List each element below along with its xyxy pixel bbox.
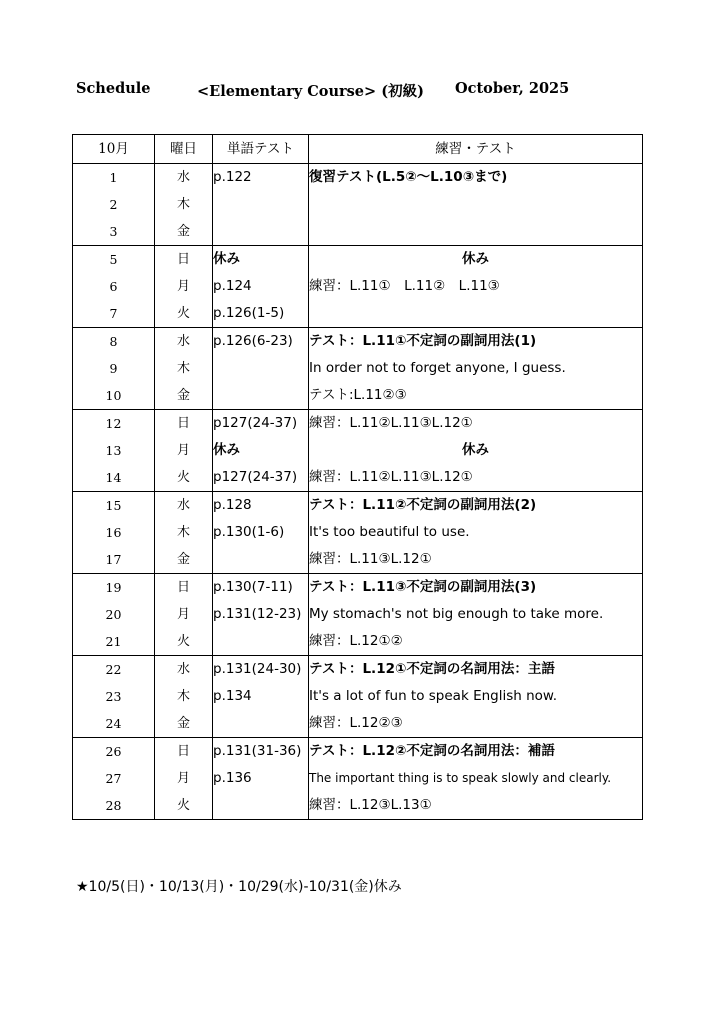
weekday-cell: 火 [155,792,213,820]
practice-cell: テスト：L.11③不定詞の副詞用法(3) [309,574,643,602]
practice-cell: 練習：L.12②③ [309,710,643,738]
weekday-cell: 金 [155,710,213,738]
date-cell: 6 [73,273,155,300]
vocab-test-cell [213,546,309,574]
vocab-test-cell [213,191,309,218]
practice-cell: 練習：L.11③L.12① [309,546,643,574]
date-cell: 19 [73,574,155,602]
date-cell: 7 [73,300,155,328]
table-row [73,437,643,464]
table-row [73,792,643,820]
date-cell: 23 [73,683,155,710]
table-row [73,656,643,684]
table-row [73,574,643,602]
date-cell: 20 [73,601,155,628]
practice-cell: テスト：L.12②不定詞の名詞用法：補語 [309,738,643,766]
vocab-test-cell: p127(24-37) [213,410,309,438]
vocab-test-cell [213,355,309,382]
table-row [73,328,643,356]
practice-cell: 休み [309,246,643,274]
weekday-cell: 金 [155,218,213,246]
vocab-test-cell: p127(24-37) [213,464,309,492]
practice-cell [309,191,643,218]
date-cell: 1 [73,164,155,192]
date-cell: 28 [73,792,155,820]
date-cell: 16 [73,519,155,546]
weekday-cell: 木 [155,191,213,218]
weekday-cell: 月 [155,601,213,628]
vocab-test-cell: p.134 [213,683,309,710]
schedule-month: October, 2025 [455,80,570,97]
practice-cell: It's a lot of fun to speak English now. [309,683,643,710]
weekday-cell: 月 [155,765,213,792]
vocab-test-cell [213,628,309,656]
table-row [73,355,643,382]
page-header [0,80,720,104]
vocab-test-cell [213,218,309,246]
vocab-test-cell: 休み [213,246,309,274]
date-cell: 9 [73,355,155,382]
col-header-weekday: 曜日 [155,135,213,164]
weekday-cell: 月 [155,437,213,464]
table-row [73,492,643,520]
vocab-test-cell: p.130(7-11) [213,574,309,602]
weekday-cell: 日 [155,246,213,274]
table-row [73,382,643,410]
vocab-test-cell [213,792,309,820]
course-title: <Elementary Course> (初級) [197,83,424,100]
vocab-test-cell: 休み [213,437,309,464]
weekday-cell: 水 [155,656,213,684]
weekday-cell: 水 [155,492,213,520]
date-cell: 26 [73,738,155,766]
date-cell: 22 [73,656,155,684]
date-cell: 27 [73,765,155,792]
practice-cell: 練習：L.11① L.11② L.11③ [309,273,643,300]
practice-cell: 練習：L.11②L.11③L.12① [309,410,643,438]
weekday-cell: 水 [155,328,213,356]
table-header-row [73,135,643,164]
vocab-test-cell [213,382,309,410]
weekday-cell: 金 [155,382,213,410]
table-row [73,546,643,574]
table-row [73,519,643,546]
practice-cell: In order not to forget anyone, I guess. [309,355,643,382]
vocab-test-cell: p.131(12-23) [213,601,309,628]
vocab-test-cell: p.126(6-23) [213,328,309,356]
table-row [73,765,643,792]
table-row [73,273,643,300]
date-cell: 2 [73,191,155,218]
table-row [73,300,643,328]
vocab-test-cell: p.136 [213,765,309,792]
table-row [73,410,643,438]
practice-cell [309,218,643,246]
table-row [73,601,643,628]
practice-cell: テスト：L.12①不定詞の名詞用法：主語 [309,656,643,684]
date-cell: 5 [73,246,155,274]
date-cell: 14 [73,464,155,492]
practice-cell [309,300,643,328]
practice-cell: It's too beautiful to use. [309,519,643,546]
date-cell: 17 [73,546,155,574]
table-row [73,738,643,766]
weekday-cell: 日 [155,738,213,766]
practice-cell: 練習：L.12③L.13① [309,792,643,820]
weekday-cell: 火 [155,628,213,656]
weekday-cell: 木 [155,683,213,710]
holiday-note: ★10/5(日)・10/13(月)・10/29(水)-10/31(金)休み [76,879,402,895]
date-cell: 15 [73,492,155,520]
vocab-test-cell: p.126(1-5) [213,300,309,328]
date-cell: 10 [73,382,155,410]
weekday-cell: 月 [155,273,213,300]
date-cell: 12 [73,410,155,438]
vocab-test-cell: p.130(1-6) [213,519,309,546]
vocab-test-cell [213,710,309,738]
weekday-cell: 木 [155,355,213,382]
table-row [73,164,643,192]
table-row [73,710,643,738]
practice-cell: テスト：L.11②不定詞の副詞用法(2) [309,492,643,520]
practice-cell: テスト：L.11①不定詞の副詞用法(1) [309,328,643,356]
practice-cell: 練習：L.11②L.11③L.12① [309,464,643,492]
table-row [73,683,643,710]
vocab-test-cell: p.124 [213,273,309,300]
col-header-vocab-test: 単語テスト [213,135,309,164]
date-cell: 3 [73,218,155,246]
table-row [73,191,643,218]
table-row [73,628,643,656]
weekday-cell: 日 [155,410,213,438]
weekday-cell: 木 [155,519,213,546]
table-row [73,246,643,274]
schedule-table [72,134,643,820]
weekday-cell: 日 [155,574,213,602]
practice-cell: My stomach's not big enough to take more. [309,601,643,628]
vocab-test-cell: p.128 [213,492,309,520]
vocab-test-cell: p.122 [213,164,309,192]
weekday-cell: 金 [155,546,213,574]
date-cell: 21 [73,628,155,656]
vocab-test-cell: p.131(24-30) [213,656,309,684]
col-header-date: 10月 [73,135,155,164]
schedule-label: Schedule [76,80,151,97]
schedule-body [73,164,643,820]
table-row [73,218,643,246]
weekday-cell: 火 [155,300,213,328]
date-cell: 8 [73,328,155,356]
practice-cell: テスト:L.11②③ [309,382,643,410]
practice-cell: The important thing is to speak slowly and clearly. [309,765,643,792]
weekday-cell: 火 [155,464,213,492]
col-header-practice-test: 練習・テスト [309,135,643,164]
practice-cell: 復習テスト(L.5②～L.10③まで) [309,164,643,192]
practice-cell: 休み [309,437,643,464]
weekday-cell: 水 [155,164,213,192]
practice-cell: 練習：L.12①② [309,628,643,656]
table-row [73,464,643,492]
date-cell: 13 [73,437,155,464]
date-cell: 24 [73,710,155,738]
vocab-test-cell: p.131(31-36) [213,738,309,766]
